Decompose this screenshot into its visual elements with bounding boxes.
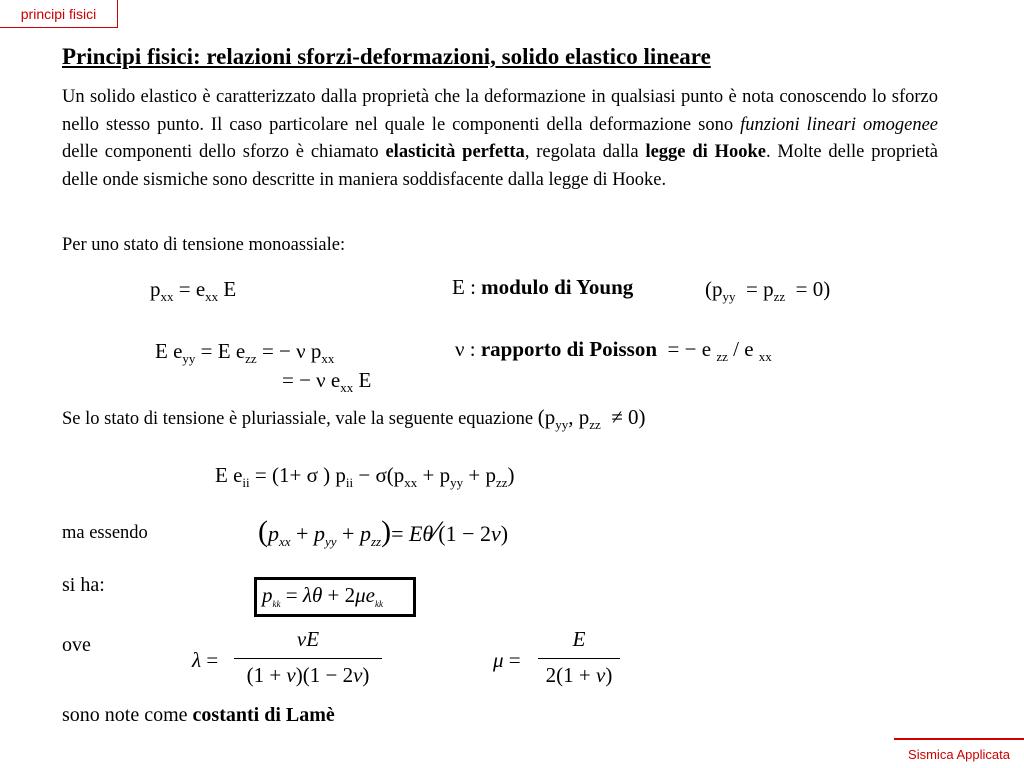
poisson-ratio-definition: ν : rapporto di Poisson = − e $_{zz}$ / e $_{xx}$ <box>455 337 772 364</box>
lambda-symbol: λ = <box>192 648 219 672</box>
young-modulus-definition: E : modulo di Young <box>452 275 634 299</box>
section-tag: principi fisici <box>0 0 118 28</box>
pluriaxial-equation: E $e_{ii} = (1+ \sigma$ ) $p_{ii} - \sigma(p_{xx} + p_{yy} + p_{zz})$ <box>215 463 515 490</box>
si-ha-label: si ha: <box>62 574 105 596</box>
intro-paragraph: Un solido elastico è caratterizzato dalla proprietà che la deformazione in qualsiasi punto è nota conoscendo lo sforzo nello stesso punto. Il caso particolare nel quale le componenti della deformazione sono funzioni lineari omogenee delle componenti dello sforzo è chiamato elasticità perfetta, regolata dalla legge di Hooke. Molte delle proprietà delle onde sismiche sono descritte in maniera soddisfacente dalla legge di Hooke. <box>62 87 938 190</box>
mu-fraction: E 2(1 + ν) <box>538 627 620 688</box>
stress-sum-equation: $(p_{xx} + p_{yy} + p_{zz})=$ Eθ⁄(1 − 2ν) <box>258 515 509 549</box>
lateral-strain-equation-cont: = − ν $e_{xx}$ E <box>282 368 372 395</box>
lateral-strain-equation: E $e_{yy} = E$ $e_{zz}$ = − ν $p_{xx}$ <box>155 339 335 366</box>
monoaxial-label: Per uno stato di tensione monoassiale: <box>62 235 346 255</box>
ove-label: ove <box>62 634 91 656</box>
lame-stress-equation: $p_{kk} = \lambda\theta + 2\mu e_{kk}$ <box>262 583 383 609</box>
page-title: Principi fisici: relazioni sforzi-deformazioni, solido elastico lineare <box>62 44 711 69</box>
mu-symbol: μ = <box>493 648 521 672</box>
footer-tag: Sismica Applicata <box>894 738 1024 768</box>
lame-conclusion: sono note come costanti di Lamè <box>62 704 335 726</box>
hooke-monoaxial-equation: $p_{xx} = e_{xx}$ E <box>150 277 237 304</box>
lambda-fraction: νE (1 + ν)(1 − 2ν) <box>234 627 382 688</box>
zero-stress-condition: $(p_{yy} = p_{zz} = 0)$ <box>705 277 831 304</box>
ma-essendo-label: ma essendo <box>62 523 148 543</box>
pluriaxial-label: Se lo stato di tensione è pluriassiale, vale la seguente equazione ($p_{yy}$, $p_{zz} \ne 0$) <box>62 405 646 433</box>
